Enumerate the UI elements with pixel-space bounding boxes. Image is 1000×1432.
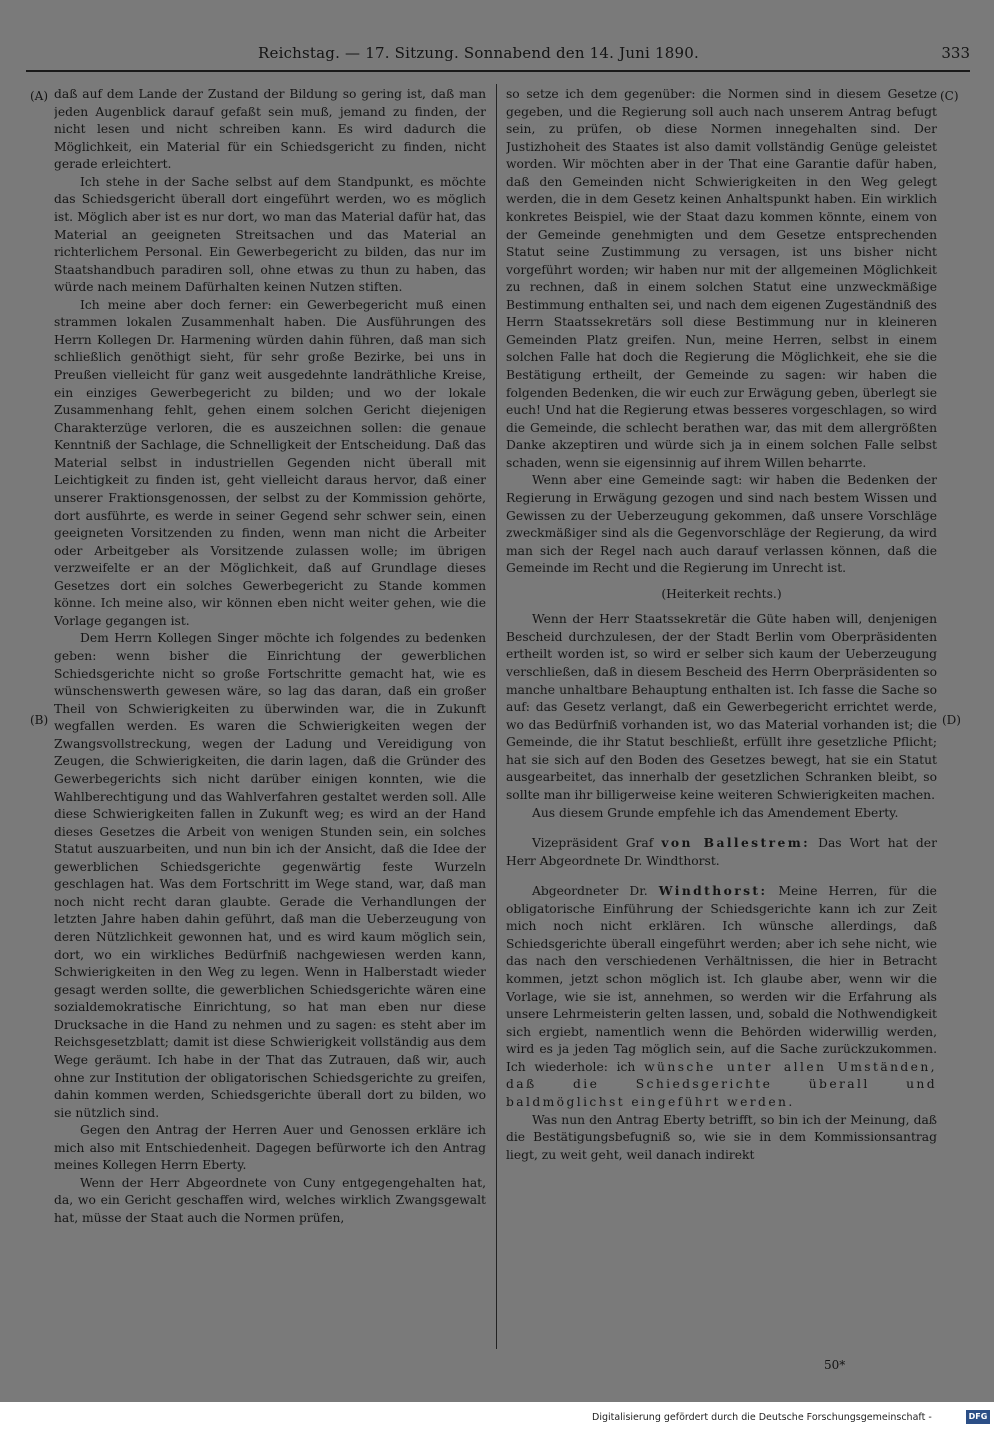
paragraph: Wenn der Herr Staatssekretär die Güte haben will, denjenigen Bescheid durchzulesen, der der Stadt Berlin vom Oberpräsidenten ertheilt worden ist, so wird er selber sich kaum der Ueberzeugung verschließen, daß in diesem Bescheid des Herrn Oberpräsidenten so manche unhaltbare Behauptung enthalten ist. Ich fasse die Sache so auf: das Gesetz verlangt, daß ein Gewerbegericht errichtet werde, wo das Bedürfniß vorhanden ist, wo das Material vorhanden ist; die Gemeinde, die ihr Statut beschließt, erfüllt ihre gesetzliche Pflicht; hat sie sich auf den Boden des Gesetzes bewegt, hat sie ein Statut ausgearbeitet, das innerhalb der gesetzlichen Schranken bleibt, so sollte man ihr billigerweise keine weiteren Schwierigkeiten machen. [506,612,937,802]
footer-credit: Digitalisierung gefördert durch die Deutsche Forschungsgemeinschaft - [592,1412,932,1423]
speaker-paragraph [506,834,937,870]
paragraph: Wenn aber eine Gemeinde sagt: wir haben die Bedenken der Regierung in Erwägung gezogen und sind nach bestem Wissen und Gewissen zu der Ueberzeugung gekommen, daß unsere Vorschläge zweckmäßiger sind als die Gegenvorschläge der Regierung, da wird man sich der Regel nach auch darauf verlassen können, daß die Gemeinde im Recht und die Regierung im Unrecht ist. [506,473,937,576]
speaker-paragraph [506,882,937,1111]
paragraph: Aus diesem Grunde empfehle ich das Amendement Eberty. [532,805,899,820]
page-number: 333 [941,44,970,62]
speaker-text: Das Wort hat der Herr Abgeordnete Dr. Windthorst. [506,836,937,868]
dfg-logo-icon: DFG [966,1410,990,1424]
interjection: (Heiterkeit rechts.) [661,586,782,601]
emphasized-text: wünsche unter allen Umständen, daß die Schiedsgerichte überall und baldmöglichst eingeführt werden. [506,1059,937,1109]
margin-marker-c: (C) [940,89,959,103]
header-rule [26,70,970,72]
running-header: Reichstag. — 17. Sitzung. Sonnabend den 14. Juni 1890. [258,44,699,62]
speaker-role: Abgeordneter Dr. [532,884,648,899]
paragraph: Ich stehe in der Sache selbst auf dem Standpunkt, es möchte das Schiedsgericht überall dort eingeführt werden, wo es möglich ist. Möglich aber ist es nur dort, wo man das Material dafür hat, das Material an geeigneten Streitsachen und das Material an richterlichem Personal. Ein Gewerbegericht zu bilden, das nur im Staatshandbuch paradiren soll, ohne etwas zu thun zu haben, das würde nach meinem Dafürhalten keinen Nutzen stiften. [54,174,486,295]
paragraph: Ich meine aber doch ferner: ein Gewerbegericht muß einen strammen lokalen Zusammenhalt haben. Die Ausführungen des Herrn Kollegen Dr. Harmening würden dahin führen, daß man sich schließlich genöthigt sieht, für sehr große Bezirke, bei uns in Preußen vielleicht für ganz weit ausgedehnte landräthliche Kreise, ein einziges Gewerbegericht zu bilden; und wo der lokale Zusammenhang fehlt, gehen einem solchen Gericht diejenigen Charakterzüge verloren, die es auszeichnen sollen: die genaue Kenntniß der Sachlage, die Schnelligkeit der Entscheidung. Daß das Material selbst in industriellen Gegenden nicht überall mit Leichtigkeit zu finden ist, geht vielleicht daraus hervor, daß einer unserer Fraktionsgenossen, der selbst zu der Kommission gehörte, dort ausführte, es werde in seiner Gegend sehr schwer sein, einen geeigneten Vorsitzenden zu finden, wenn man nicht die Arbeiter oder Arbeitgeber als Vorsitzende zulassen wolle; im übrigen verzweifelte er an der Möglichkeit, daß auf Grundlage dieses Gesetzes dort ein solches Gewerbegericht zu Stande kommen könne. Ich meine also, wir können eben nicht weiter gehen, wie die Vorlage gegangen ist. [54,297,486,628]
scan-edge [994,0,1000,1402]
speaker-text: Meine Herren, für die obligatorische Einführung der Schiedsgerichte kann ich zur Zeit mich noch nicht erklären. Ich wünsche allerdings, daß Schiedsgerichte überall eingeführt werden; aber ich sehe nicht, wie das nach den verschiedenen Verhältnissen, die hier in Betracht kommen, jetzt schon möglich ist. Ich glaube aber, wenn wir die Vorlage, wie sie ist, annehmen, so werden wir die Erfahrung als unsere Lehrmeisterin gelten lassen, und, sobald die Nothwendigkeit sich ergiebt, namentlich wenn die Behörden widerwillig werden, wird es ja jeden Tag möglich sein, auf die Sache zurückzukommen. Ich wiederhole: ich [506,884,937,1074]
margin-marker-a: (A) [30,89,49,103]
paragraph: Wenn der Herr Abgeordnete von Cuny entgegengehalten hat, da, wo ein Gericht geschaffen wird, welches wirklich Zwangsgewalt hat, müsse der Staat auch die Normen prüfen, [54,1175,486,1225]
paragraph: Was nun den Antrag Eberty betrifft, so bin ich der Meinung, daß die Bestätigungsbefugniß so, wie sie in dem Kommissionsantrag liegt, zu weit geht, weil danach indirekt [506,1112,937,1162]
margin-marker-b: (B) [30,713,49,727]
right-column [506,86,937,1348]
paragraph: Dem Herrn Kollegen Singer möchte ich folgendes zu bedenken geben: wenn bisher die Einrichtung der gewerblichen Schiedsgerichte nicht so große Fortschritte gemacht hat, wie es wünschenswerth gewesen wäre, so lag das daran, daß ein großer Theil von Schwierigkeiten zu überwinden war, die in Zukunft wegfallen werden. Es waren die Schwierigkeiten wegen der Zwangsvollstreckung, wegen der Ladung und Vereidigung von Zeugen, die Schwierigkeiten, die darin lagen, daß die Gründer des Gewerbegerichts sich nicht darüber einigen konnten, wie die Wahlberechtigung und das Wahlverfahren gestaltet werden soll. Alle diese Schwierigkeiten fallen in Zukunft weg; es wird an der Hand dieses Gesetzes die Arbeit von wenigen Stunden sein, ein solches Statut auszuarbeiten, und nun bin ich der Ansicht, daß die Idee der gewerblichen Schiedsgerichte gegenwärtig feste Wurzeln geschlagen hat. Was dem Fortschritt im Wege stand, war, daß man noch nicht recht daran glaubte. Gerade die Verhandlungen der letzten Jahre haben dahin geführt, daß man die Ueberzeugung von deren Nützlichkeit gewonnen hat, und es wird kaum möglich sein, dort, wo ein wirkliches Bedürfniß nachgewiesen werden kann, Schwierigkeiten in den Weg zu legen. Wenn in Halberstadt wieder gesagt werden sollte, die gewerblichen Schiedsgerichte wären eine sozialdemokratische Einrichtung, so hat man eben nur diese Drucksache in die Hand zu nehmen und zu sagen: es steht aber im Reichsgesetzblatt; damit ist diese Schwierigkeit vollständig aus dem Wege geräumt. Ich habe in der That das Zutrauen, daß wir, auch ohne zur Institution der obligatorischen Schiedsgerichte zu greifen, dahin kommen werden, Schiedsgerichte überall dort zu bilden, wo sie nützlich sind. [54,631,486,1120]
speaker-name: von Ballestrem: [661,835,811,851]
paragraph: daß auf dem Lande der Zustand der Bildung so gering ist, daß man jeden Augenblick darauf gefaßt sein muß, jemand zu finden, der nicht lesen und nicht schreiben kann. Es wird dadurch die Möglichkeit, ein Material für ein Schiedsgericht zu finden, nicht gerade erleichtert. [54,87,486,172]
margin-marker-d: (D) [942,713,961,727]
column-divider [496,84,497,1349]
paragraph: so setze ich dem gegenüber: die Normen sind in diesem Gesetze gegeben, und die Regierung soll auch nach unserem Antrag befugt sein, zu prüfen, ob diese Normen innegehalten sind. Der Justizhoheit des Staates ist also damit vollständig Genüge geleistet worden. Wir möchten aber in der That eine Garantie dafür haben, daß den Gemeinden nicht Schwierigkeiten in den Weg gelegt werden, die in dem Gesetz keinen Anhaltspunkt haben. Ein wirklich konkretes Beispiel, wie der Staat dazu kommen könnte, einem von der Gemeinde genehmigten und dem Gesetze entsprechenden Statut seine Zustimmung zu versagen, ist uns bisher nicht vorgeführt worden; wir haben nur mit der allgemeinen Möglichkeit zu rechnen, daß in einem solchen Statut eine unzweckmäßige Bestimmung enthalten sei, und nach dem eigenen Zugeständniß des Herrn Staatssekretärs soll diese Bestimmung nur in kleineren Gemeinden Platz greifen. Nun, meine Herren, selbst in einem solchen Falle hat doch die Regierung die Möglichkeit, ehe sie die Bestätigung ertheilt, der Gemeinde zu sagen: wir haben die folgenden Bedenken, die wir euch zur Erwägung geben, überlegt sie euch! Und hat die Regierung etwas besseres vorgeschlagen, so wird die Gemeinde, die schlecht berathen war, das mit dem allergrößten Danke akzeptiren und würde sich ja in einem solchen Falle selbst schaden, wenn sie eigensinnig auf ihrem Willen beharrte. [506,87,937,470]
sheet-signature: 50* [824,1358,846,1372]
speaker-name: Windthorst: [658,883,768,899]
speaker-role: Vizepräsident Graf [532,836,654,851]
left-column [54,86,486,1348]
paragraph: Gegen den Antrag der Herren Auer und Genossen erkläre ich mich also mit Entschiedenheit. Dagegen befürworte ich den Antrag meines Kollegen Herrn Eberty. [54,1123,486,1173]
